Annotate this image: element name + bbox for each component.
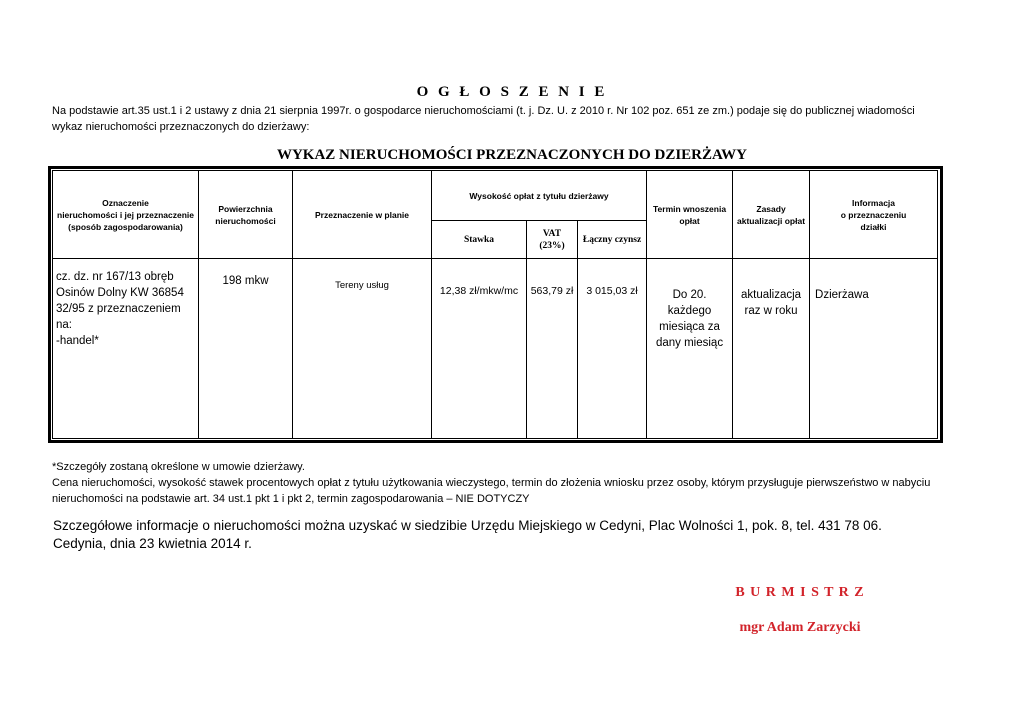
header-total: Łączny czynsz <box>578 221 647 259</box>
mayor-title: B U R M I S T R Z <box>735 585 865 600</box>
cell-vat: 563,79 zł <box>527 259 578 439</box>
list-title: WYKAZ NIERUCHOMOŚCI PRZEZNACZONYCH DO DZIERŻAWY <box>276 147 748 163</box>
place-date: Cedynia, dnia 23 kwietnia 2014 r. <box>53 536 252 551</box>
notice-title: O G Ł O S Z E N I E <box>416 84 608 100</box>
cell-total: 3 015,03 zł <box>578 259 647 439</box>
footnote-line-2: Cena nieruchomości, wysokość stawek procentowych opłat z tytułu użytkowania wieczystego, termin do złożenia wniosku przez osoby, którym przysługuje pierwszeństwo w nabyciu <box>52 477 931 489</box>
footnote-line-1: *Szczegóły zostaną określone w umowie dzierżawy. <box>52 461 305 473</box>
mayor-name: mgr Adam Zarzycki <box>739 620 861 635</box>
header-info: Informacja o przeznaczeniu działki <box>810 171 938 259</box>
legal-basis-line-2: wykaz nieruchomości przeznaczonych do dzierżawy: <box>52 121 310 133</box>
table-row <box>53 259 938 439</box>
table-header-row <box>53 171 938 221</box>
property-table <box>52 170 938 439</box>
header-rules: Zasady aktualizacji opłat <box>733 171 810 259</box>
header-designation: Oznaczenie nieruchomości i jej przeznaczenie (sposób zagospodarowania) <box>53 171 199 259</box>
cell-deadline: Do 20. każdego miesiąca za dany miesiąc <box>647 259 733 439</box>
footnotes <box>52 459 982 507</box>
cell-rate: 12,38 zł/mkw/mc <box>432 259 527 439</box>
contact-info <box>53 517 983 553</box>
legal-basis-line-1: Na podstawie art.35 ust.1 i 2 ustawy z dnia 21 sierpnia 1997r. o gospodarce nieruchomościami (t. j. Dz. U. z 2010 r. Nr 102 poz. 651 ze zm.) podaje się do publicznej wiadomości <box>52 105 915 117</box>
header-plan: Przeznaczenie w planie <box>293 171 432 259</box>
cell-info: Dzierżawa <box>810 259 938 439</box>
header-rate: Stawka <box>432 221 527 259</box>
header-vat: VAT (23%) <box>527 221 578 259</box>
contact-line: Szczegółowe informacje o nieruchomości można uzyskać w siedzibie Urzędu Miejskiego w Cedyni, Plac Wolności 1, pok. 8, tel. 431 78 06. <box>53 518 882 533</box>
header-area: Powierzchnia nieruchomości <box>199 171 293 259</box>
legal-basis-text <box>52 103 982 135</box>
footnote-line-3: nieruchomości na podstawie art. 34 ust.1 pkt 1 i pkt 2, termin zagospodarowania – NIE DOTYCZY <box>52 493 530 505</box>
cell-designation: cz. dz. nr 167/13 obręb Osinów Dolny KW 36854 32/95 z przeznaczeniem na: -handel* <box>53 259 199 439</box>
cell-area: 198 mkw <box>199 259 293 439</box>
cell-plan: Tereny usług <box>293 259 432 439</box>
cell-rules: aktualizacja raz w roku <box>733 259 810 439</box>
header-fees: Wysokość opłat z tytułu dzierżawy <box>432 171 647 221</box>
header-deadline: Termin wnoszenia opłat <box>647 171 733 259</box>
